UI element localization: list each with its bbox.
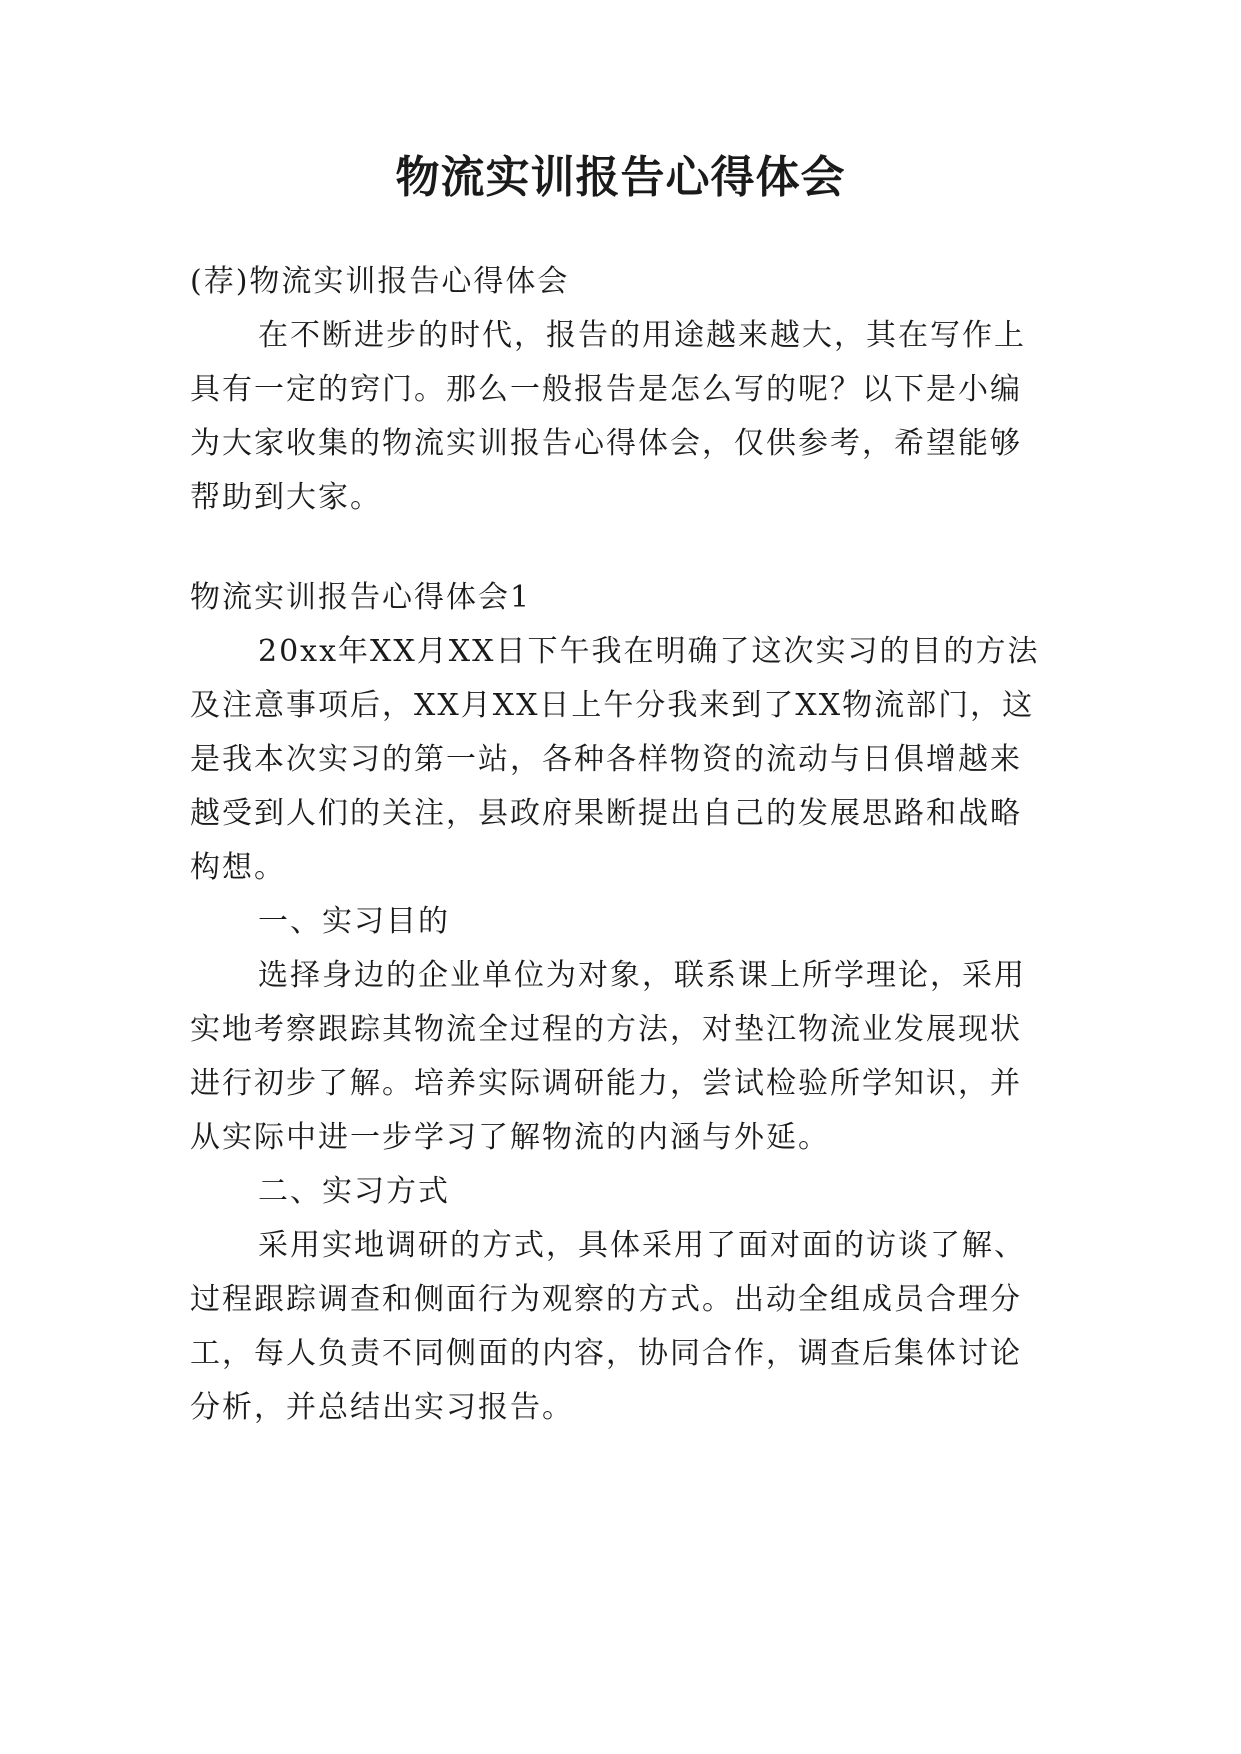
paragraph-line: 是我本次实习的第一站，各种各样物资的流动与日俱增越来 <box>190 742 1022 777</box>
paragraph-line: 采用实地调研的方式，具体采用了面对面的访谈了解、 <box>258 1228 1026 1263</box>
paragraph-line: 从实际中进一步学习了解物流的内涵与外延。 <box>190 1120 830 1155</box>
intro-line: 具有一定的窍门。那么一般报告是怎么写的呢？以下是小编 <box>190 372 1022 407</box>
intro-line: 帮助到大家。 <box>190 480 382 515</box>
paragraph-line: 及注意事项后，XX月XX日上午分我来到了XX物流部门，这 <box>190 688 1035 723</box>
paragraph-line: 越受到人们的关注，县政府果断提出自己的发展思路和战略 <box>190 796 1022 831</box>
intro-line: 为大家收集的物流实训报告心得体会，仅供参考，希望能够 <box>190 426 1022 461</box>
intro-line: 在不断进步的时代，报告的用途越来越大，其在写作上 <box>258 318 1026 353</box>
paragraph-line: 构想。 <box>190 850 286 885</box>
section-heading: 物流实训报告心得体会1 <box>190 580 532 615</box>
subheading-purpose: 一、实习目的 <box>258 904 450 939</box>
paragraph-line: 分析，并总结出实习报告。 <box>190 1390 574 1425</box>
document-title: 物流实训报告心得体会 <box>395 152 846 203</box>
paragraph-line: 过程跟踪调查和侧面行为观察的方式。出动全组成员合理分 <box>190 1282 1022 1317</box>
subheading-method: 二、实习方式 <box>258 1174 450 1209</box>
paragraph-line: 20xx年XX月XX日下午我在明确了这次实习的目的方法 <box>258 634 1040 669</box>
paragraph-line: 实地考察跟踪其物流全过程的方法，对垫江物流业发展现状 <box>190 1012 1022 1047</box>
paragraph-line: 进行初步了解。培养实际调研能力，尝试检验所学知识，并 <box>190 1066 1022 1101</box>
document-subtitle: (荐)物流实训报告心得体会 <box>190 264 570 299</box>
paragraph-line: 选择身边的企业单位为对象，联系课上所学理论，采用 <box>258 958 1026 993</box>
paragraph-line: 工，每人负责不同侧面的内容，协同合作，调查后集体讨论 <box>190 1336 1022 1371</box>
